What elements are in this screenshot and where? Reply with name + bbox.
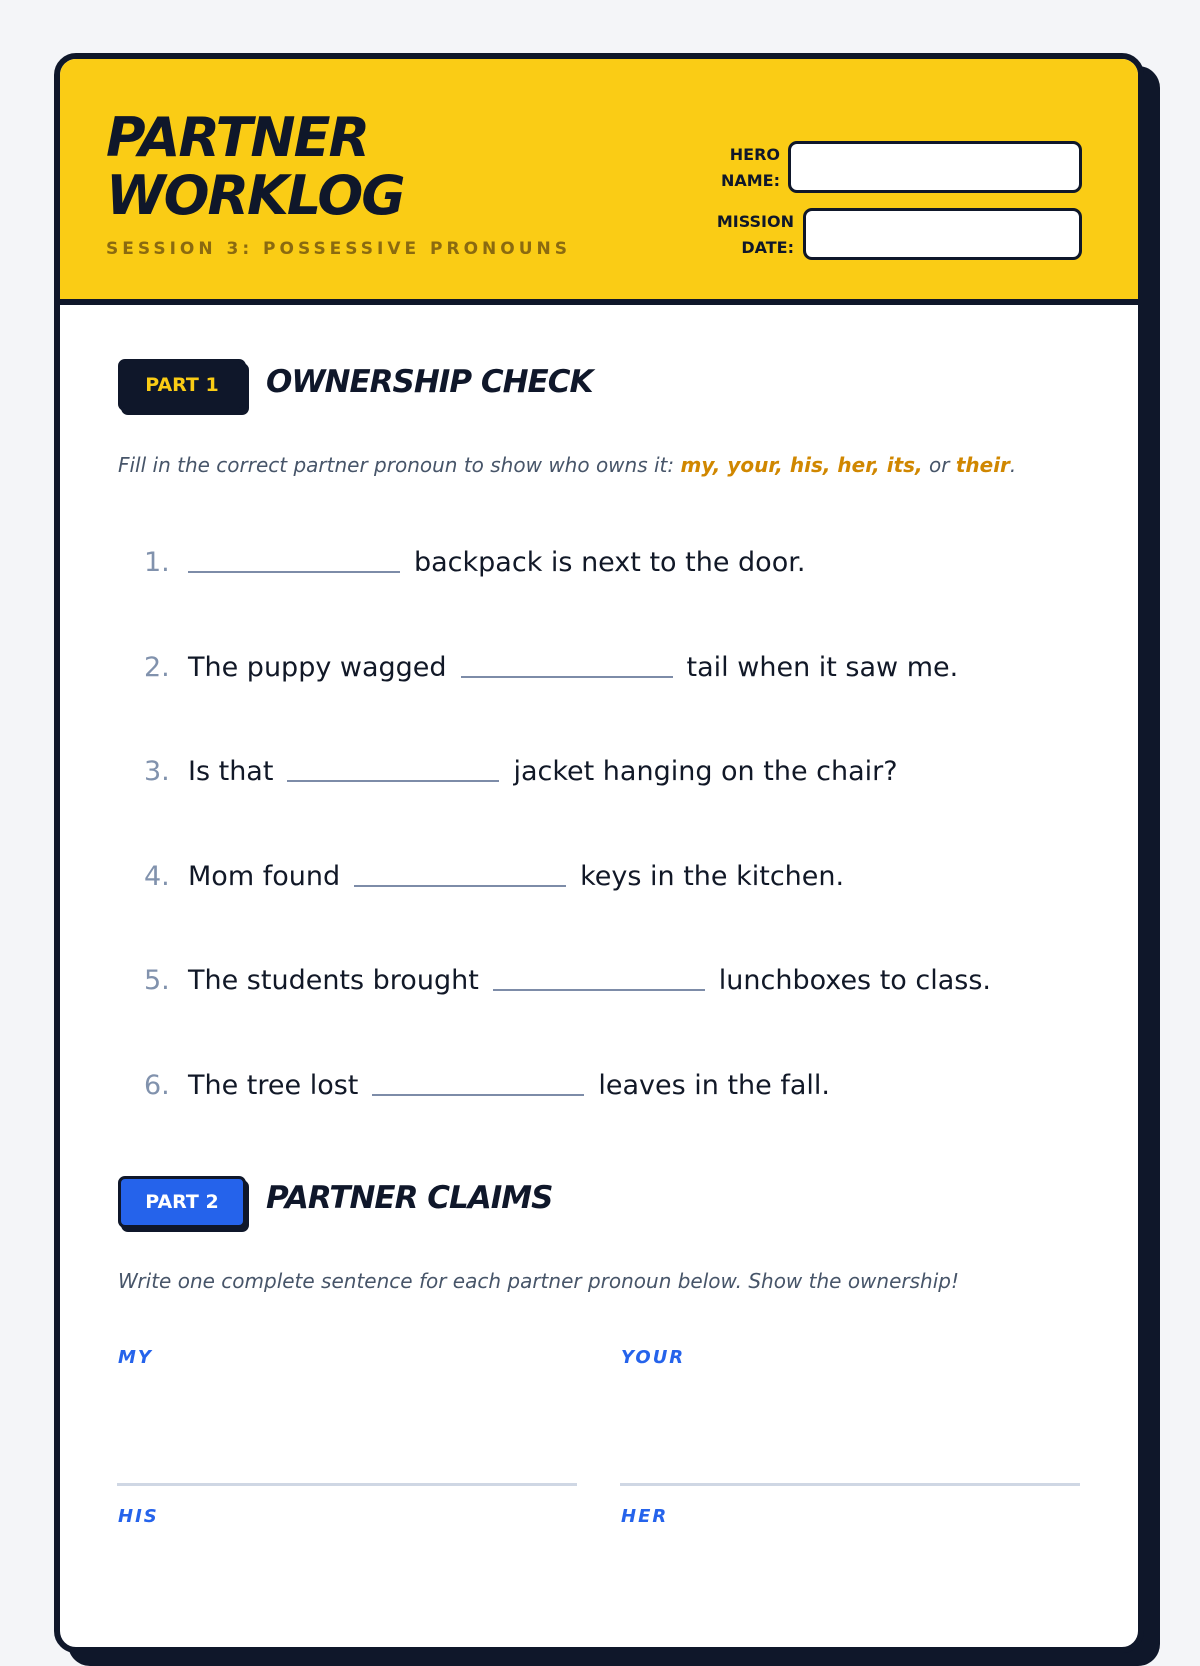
question-number: 3. <box>144 756 170 787</box>
question-6 <box>144 1070 830 1101</box>
question-number: 5. <box>144 965 170 996</box>
instruction-prefix: Fill in the correct partner pronoun to show who owns it: <box>118 453 681 477</box>
claim-label-my: MY <box>118 1347 153 1368</box>
question-text-before: Mom found <box>188 861 341 892</box>
answer-blank[interactable] <box>188 571 400 573</box>
session-subtitle: SESSION 3: POSSESSIVE PRONOUNS <box>106 239 571 259</box>
mission-date-label <box>680 209 794 261</box>
question-text-after: jacket hanging on the chair? <box>513 756 898 787</box>
answer-blank[interactable] <box>287 780 499 782</box>
question-text-after: tail when it saw me. <box>686 652 959 683</box>
title-line-1: PARTNER <box>106 106 369 169</box>
question-text-after: leaves in the fall. <box>598 1070 830 1101</box>
instruction-pronouns: my, your, his, her, its, <box>680 453 923 477</box>
claim-label-her: HER <box>621 1506 669 1527</box>
claim-label-his: HIS <box>118 1506 159 1527</box>
answer-blank[interactable] <box>354 885 566 887</box>
answer-blank[interactable] <box>461 676 673 678</box>
answer-blank[interactable] <box>493 989 705 991</box>
part-1-badge: PART 1 <box>118 359 246 411</box>
worksheet-header <box>60 59 1138 305</box>
worksheet-card <box>54 53 1144 1653</box>
part-2-badge: PART 2 <box>118 1176 246 1228</box>
title-line-2: WORKLOG <box>106 164 404 227</box>
question-number: 1. <box>144 547 170 578</box>
question-text-before: The students brought <box>188 965 479 996</box>
worksheet-title <box>106 106 404 227</box>
mission-date-label-line1: MISSION <box>716 212 794 231</box>
question-text-after: backpack is next to the door. <box>414 547 806 578</box>
hero-name-label-line1: HERO <box>729 145 780 164</box>
question-number: 4. <box>144 861 170 892</box>
answer-blank[interactable] <box>372 1094 584 1096</box>
question-1 <box>144 547 805 578</box>
question-text-before: The tree lost <box>188 1070 359 1101</box>
question-2 <box>144 652 958 683</box>
question-3 <box>144 756 898 787</box>
claim-line-your[interactable] <box>620 1483 1080 1486</box>
claim-label-your: YOUR <box>621 1347 686 1368</box>
question-5 <box>144 965 991 996</box>
question-text-before: Is that <box>188 756 274 787</box>
mission-date-label-line2: DATE: <box>741 238 794 257</box>
question-number: 6. <box>144 1070 170 1101</box>
question-text-before: The puppy wagged <box>188 652 447 683</box>
hero-name-label-line2: NAME: <box>720 171 780 190</box>
question-number: 2. <box>144 652 170 683</box>
question-text-after: lunchboxes to class. <box>718 965 991 996</box>
question-4 <box>144 861 844 892</box>
hero-name-label <box>680 142 780 194</box>
part-1-instruction <box>118 453 1016 477</box>
part-2-title: PARTNER CLAIMS <box>266 1180 553 1216</box>
instruction-suffix: . <box>1009 453 1017 477</box>
part-2-instruction: Write one complete sentence for each partner pronoun below. Show the ownership! <box>118 1269 959 1293</box>
question-text-after: keys in the kitchen. <box>580 861 845 892</box>
part-1-title: OWNERSHIP CHECK <box>266 364 593 400</box>
claim-line-my[interactable] <box>117 1483 577 1486</box>
mission-date-field[interactable] <box>803 208 1082 260</box>
instruction-pronoun-last: their <box>955 453 1010 477</box>
hero-name-field[interactable] <box>788 141 1082 193</box>
instruction-or: or <box>922 453 956 477</box>
